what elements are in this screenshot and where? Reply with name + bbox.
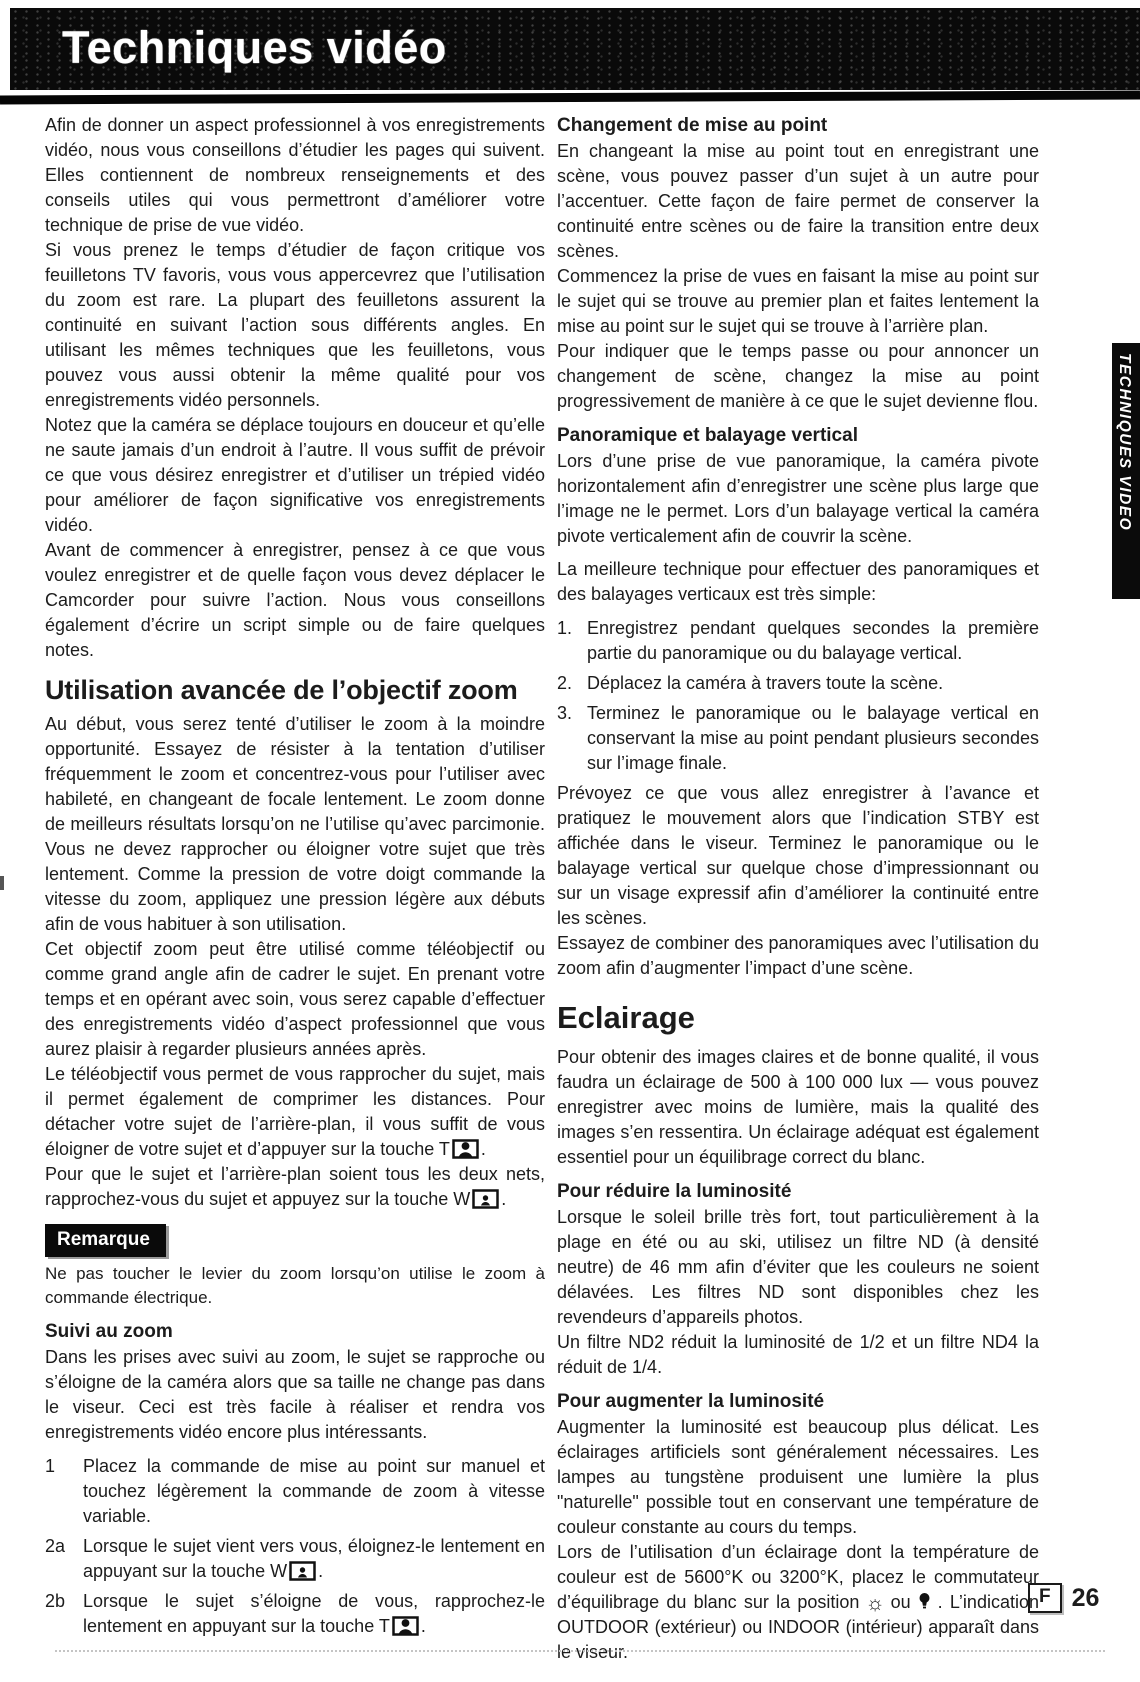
paragraph: Avant de commencer à enregistrer, pensez à ce que vous voulez enregistrer et de quelle façon vous devez déplacer le Camcorder pour suivre l’action. Nous vous conseillons également d’écrire un script simple ou de faire quelques notes. bbox=[45, 540, 545, 660]
paragraph: Notez que la caméra se déplace toujours en douceur et qu’elle ne saute jamais d’un endroit à l’autre. Il vous suffit de prévoir ce que vous désirez enregistrer et d’utiliser un trépied vidéo pour améliorer de façon significative vos enregistrements vidéo. bbox=[45, 415, 545, 535]
step-number: 3. bbox=[557, 703, 573, 723]
list-item: 1 Placez la commande de mise au point sur manuel et touchez légèrement la commande de zoom à vitesse variable. bbox=[45, 1454, 545, 1529]
wide-subject-button-icon bbox=[289, 1561, 316, 1581]
paragraph: Pour indiquer que le temps passe ou pour annoncer un changement de scène, changez la mise au point progressivement de manière à ce que le sujet devienne flou. bbox=[557, 341, 1039, 411]
list-item: 3. Terminez le panoramique ou le balayage vertical en conservant la mise au point pendant plusieurs secondes sur l’image finale. bbox=[557, 701, 1039, 776]
note-text: Ne pas toucher le levier du zoom lorsqu’on utilise le zoom à commande électrique. bbox=[45, 1264, 545, 1307]
scan-edge-mark bbox=[0, 876, 4, 890]
paragraph: Afin de donner un aspect professionnel à vos enregistrements vidéo, nous vous conseillons d’étudier les pages qui suivent. Elles contiennent de nombreux renseignements et des conseils utiles qui vous permettront d’améliorer votre technique de prise de vue vidéo. bbox=[45, 115, 545, 235]
paragraph: Augmenter la luminosité est beaucoup plus délicat. Les éclairages artificiels sont généralement nécessaires. Les lampes au tungstène produisent une lumière la plus "naturelle" possible tout en conservant une température de couleur constante au cours du temps. bbox=[557, 1417, 1039, 1537]
chapter-side-tab bbox=[1112, 343, 1140, 599]
subheading-reduire-luminosite: Pour réduire la luminosité bbox=[557, 1181, 792, 1202]
language-code-box: F bbox=[1028, 1583, 1062, 1613]
paragraph: Pour obtenir des images claires et de bonne qualité, il vous faudra un éclairage de 500 à 100 000 lux — vous pouvez enregistrer avec moins de lumière, mais la qualité des images s’en ressentira. Un éclairage adéquat est également essentiel pour un équilibrage correct du blanc. bbox=[557, 1047, 1039, 1167]
sun-outdoor-icon: ☼ bbox=[865, 1592, 885, 1615]
scan-noise-line bbox=[55, 1650, 1105, 1652]
step-number: 1. bbox=[557, 618, 573, 638]
page-header-bar bbox=[10, 8, 1140, 90]
paragraph-with-wb-icons: Lors de l’utilisation d’un éclairage dont la température de couleur est de 5600°K ou 3200°K, placez le commutateur d’équilibrage du blanc sur la position ☼ ou . L’indication OUTDOOR (extérieur) ou INDOOR (intérieur) apparaît dans le viseur. bbox=[557, 1542, 1039, 1662]
paragraph: Essayez de combiner des panoramiques avec l’utilisation du zoom afin d’augmenter l’impact d’une scène. bbox=[557, 933, 1039, 978]
side-tab-label: TECHNIQUES VIDEO bbox=[1116, 353, 1133, 532]
right-column bbox=[557, 113, 1039, 1665]
page-title: Techniques vidéo bbox=[62, 22, 447, 73]
left-column bbox=[45, 113, 545, 1644]
paragraph: Lors d’une prise de vue panoramique, la caméra pivote horizontalement afin d’enregistrer une scène plus large que l’image ne le permet. Lors d’un balayage vertical la caméra pivote verticalement afin de couvrir la scène. bbox=[557, 451, 1039, 546]
tele-subject-button-icon bbox=[452, 1139, 479, 1159]
step-number: 2b bbox=[45, 1591, 66, 1611]
subheading-mise-au-point: Changement de mise au point bbox=[557, 115, 828, 136]
list-item: 2a Lorsque le sujet vient vers vous, éloignez-le lentement en appuyant sur la touche W . bbox=[45, 1534, 545, 1584]
paragraph: La meilleure technique pour effectuer des panoramiques et des balayages verticaux est très simple: bbox=[557, 559, 1039, 604]
paragraph-with-wide-button: Pour que le sujet et l’arrière-plan soient tous les deux nets, rapprochez-vous du sujet et appuyez sur la touche W . bbox=[45, 1164, 545, 1209]
paragraph: Au début, vous serez tenté d’utiliser le zoom à la moindre opportunité. Essayez de résister à la tentation d’utiliser fréquemment le zoom et concentrez-vous pour l’utiliser avec habileté, en changeant de focale lentement. Le zoom donne de meilleurs résultats lorsqu’on ne l’utilise qu’avec parcimonie. Vous ne devez rapprocher ou éloigner votre sujet que très lentement. Comme la pression de votre doigt commande la vitesse du zoom, appliquez une pression légère aux débuts afin de vous habituer à son utilisation. bbox=[45, 714, 545, 934]
paragraph: Un filtre ND2 réduit la luminosité de 1/2 et un filtre ND4 la réduit de 1/4. bbox=[557, 1332, 1039, 1377]
subheading-augmenter-luminosite: Pour augmenter la luminosité bbox=[557, 1391, 825, 1412]
list-item: 2b Lorsque le sujet s’éloigne de vous, rapprochez-le lentement en appuyant sur la touche T . bbox=[45, 1589, 545, 1639]
pan-steps bbox=[557, 616, 1039, 776]
page-number bbox=[1028, 1583, 1099, 1613]
section-heading-zoom: Utilisation avancée de l’objectif zoom bbox=[45, 675, 518, 705]
list-item: 2. Déplacez la caméra à travers toute la scène. bbox=[557, 671, 1039, 696]
subheading-suivi-zoom: Suivi au zoom bbox=[45, 1321, 173, 1342]
zoom-tracking-steps bbox=[45, 1454, 545, 1639]
step-number: 2a bbox=[45, 1536, 66, 1556]
section-heading-eclairage: Eclairage bbox=[557, 1000, 695, 1035]
paragraph: Si vous prenez le temps d’étudier de façon critique vos feuilletons TV favoris, vous vous appercevrez que l’utilisation du zoom est rare. La plupart des feuilletons assurent la continuité en suivant l’action sous différents angles. En utilisant les mêmes techniques que les feuilletons, vous pouvez vous aussi obtenir la même qualité pour vos enregistrements vidéo personnels. bbox=[45, 240, 545, 410]
note-badge: Remarque bbox=[45, 1224, 166, 1257]
tele-subject-button-icon bbox=[392, 1616, 419, 1636]
list-item: 1. Enregistrez pendant quelques secondes la première partie du panoramique ou du balayage vertical. bbox=[557, 616, 1039, 666]
paragraph: Prévoyez ce que vous allez enregistrer à l’avance et pratiquez le mouvement alors que l’indication STBY est affichée dans le viseur. Terminez le panoramique ou le balayage vertical sur quelque chose d’impressionnant ou sur un visage expressif afin d’améliorer la continuité entre les scènes. bbox=[557, 783, 1039, 928]
subheading-panoramique: Panoramique et balayage vertical bbox=[557, 425, 858, 446]
paragraph: Commencez la prise de vues en faisant la mise au point sur le sujet qui se trouve au premier plan et faites lentement la mise au point sur le sujet qui se trouve à l’arrière plan. bbox=[557, 266, 1039, 336]
paragraph-with-tele-button: Le téléobjectif vous permet de vous rapprocher du sujet, mais il permet également de comprimer les distances. Pour détacher votre sujet de l’arrière-plan, il vous suffit de vous éloigner de votre sujet et d’appuyer sur la touche T . bbox=[45, 1064, 545, 1159]
bulb-indoor-icon bbox=[918, 1592, 931, 1611]
paragraph: Dans les prises avec suivi au zoom, le sujet se rapproche ou s’éloigne de la caméra alors que sa taille ne change pas dans le viseur. Ceci est très facile à réaliser et rendra vos enregistrements vidéo encore plus intéressants. bbox=[45, 1347, 545, 1442]
paragraph: En changeant la mise au point tout en enregistrant une scène, vous pouvez passer d’un sujet à un autre pour l’accentuer. Cette façon de faire permet de conserver la continuité entre scènes ou de faire la transition entre deux scènes. bbox=[557, 141, 1039, 261]
step-number: 2. bbox=[557, 673, 573, 693]
header-divider bbox=[0, 91, 1140, 105]
wide-subject-button-icon bbox=[472, 1189, 499, 1209]
page-number-value: 26 bbox=[1071, 1583, 1100, 1612]
step-number: 1 bbox=[45, 1456, 56, 1476]
paragraph: Cet objectif zoom peut être utilisé comme téléobjectif ou comme grand angle afin de cadrer le sujet. En prenant votre temps et en opérant avec soin, vous serez capable d’effectuer des enregistrements vidéo d’aspect professionnel que vous aurez plaisir à regarder plusieurs années après. bbox=[45, 939, 545, 1059]
paragraph: Lorsque le soleil brille très fort, tout particulièrement à la plage en été ou au ski, utilisez un filtre ND (à densité neutre) de 46 mm afin d’éviter que les couleurs ne soient délavées. Les filtres ND sont disponibles chez les revendeurs d’appareils photos. bbox=[557, 1207, 1039, 1327]
